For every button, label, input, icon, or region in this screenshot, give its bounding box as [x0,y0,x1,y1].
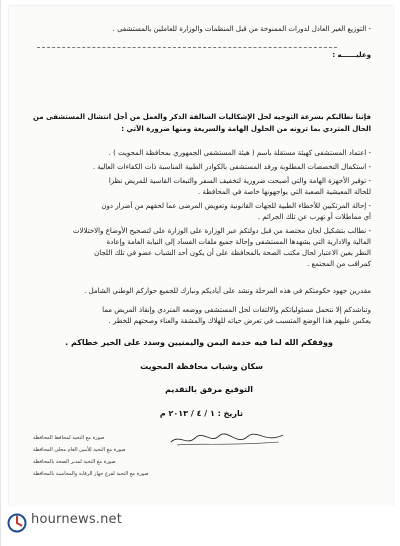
demand-5-line-4: كمراقب من المجتمع . [307,260,371,268]
hournews-logo-icon [7,513,27,533]
demand-2: - استكمال التخصصات المطلوبة ورفد المستشفى بالكوادر الطبية المناسبة ذات الكفاءات العالية . [92,163,371,171]
cc-item-2: صورة مع التحية للأمين العام محلي المحافظة [33,447,126,453]
cc-item-4: صورة مع التحية لفرع جهاز الرقابة والمحاسبة بالمحافظة [33,471,149,477]
intro-line-1: فإننا نطالبكم بسرعة التوجيه لحل الإشكاليات السالفة الذكر والعمل من أجل انتشال المستشفى من [32,113,371,121]
demand-1: - اعتماد المستشفى كهيئة مستقلة باسم ( هيئة المستشفى الجمهوري بمحافظة المحويت ) . [108,149,371,157]
document-date: تاريخ : ١ / ٤ / ٢٠١٣ م [159,409,243,418]
warning-line-1: وتناشدكم إلا نتحمل مسئولياتكم والالتفات لحل المستشفى ووضعه المتردي وإنقاذ المريض مما [102,306,371,314]
demand-5-line-3: النظر بعين الاعتبار لحال مكتب الصحة بالمحافظة على أن يكون أحد الشباب عضو في تلك اللجان [94,249,371,257]
demand-5-line-1: - نطالب بتشكيل لجان مختصة من قبل دولتكم عبر الوزارة على الوزارة على لتصحيح الأوضاع والاختلالات [72,227,371,235]
scanned-letter [9,6,393,506]
signatory-group: سكان وشباب محافظة المحويت [140,362,263,371]
demand-3-line-1: - توفير الأجهزة الهامة والتي أصبحت ضرورية لتخفيف السفر والتبعات القاسية للمريض نظرا [108,177,371,185]
demand-3-line-2: للحالة المعيشية الصعبة التي يواجهونها خاصة في المحافظة . [197,188,371,196]
demand-5-line-2: المالية والادارية التي يشهدها المستشفى وإحالة جميع ملفات الفساد إلى النيابة العامة وإعادة [106,238,371,246]
handwritten-signature [167,430,287,448]
signatures-note: التوقيع مرفق بالتقديم [165,385,253,394]
document-top-line: - التوزيع الغير العادل لدورات الممنوحة من قبل المنظمات والوزارة للعاملين بالمستشفى . [112,25,371,33]
demand-4-line-2: أي مماطلات أو تهرب عن تلك الجرائم . [257,213,371,221]
watermark-site[interactable]: hournews.net [31,512,123,527]
cc-item-1: صورة مع التحية لمحافظ المحافظة [33,435,105,441]
appreciation-line: مقدرين جهود حكومتكم في هذه المرحلة ونشد على أياديكم ونبارك للجميع حواركم الوطني الشامل . [84,287,371,295]
intro-line-2: الحال المتردي بما ترونه من الحلول الهامة والسريعة ومنها ضرورة الآتي : [121,125,371,133]
warning-line-2: يعكس عليهم هذا الوضع المتسبب في تعرض حياته للهلاك والمشقة والعناء وصحتهم للخطر . [108,317,371,325]
demand-4-line-1: - إحالة المرتكبين للأخطاء الطبية للجهات القانونية وتعويض المرضى عما لحقهم من أضرار دون [101,202,371,210]
cc-item-3: صورة مع التحية لمدير الصحة بالمحافظة [33,459,116,465]
document-header: وعليــــــه : [332,51,371,59]
closing-line: ووفقكم الله لما فيه خدمة اليمن واليمنيين وسدد على الخير خطاكم . [65,338,333,347]
separator-dashed [37,47,337,48]
